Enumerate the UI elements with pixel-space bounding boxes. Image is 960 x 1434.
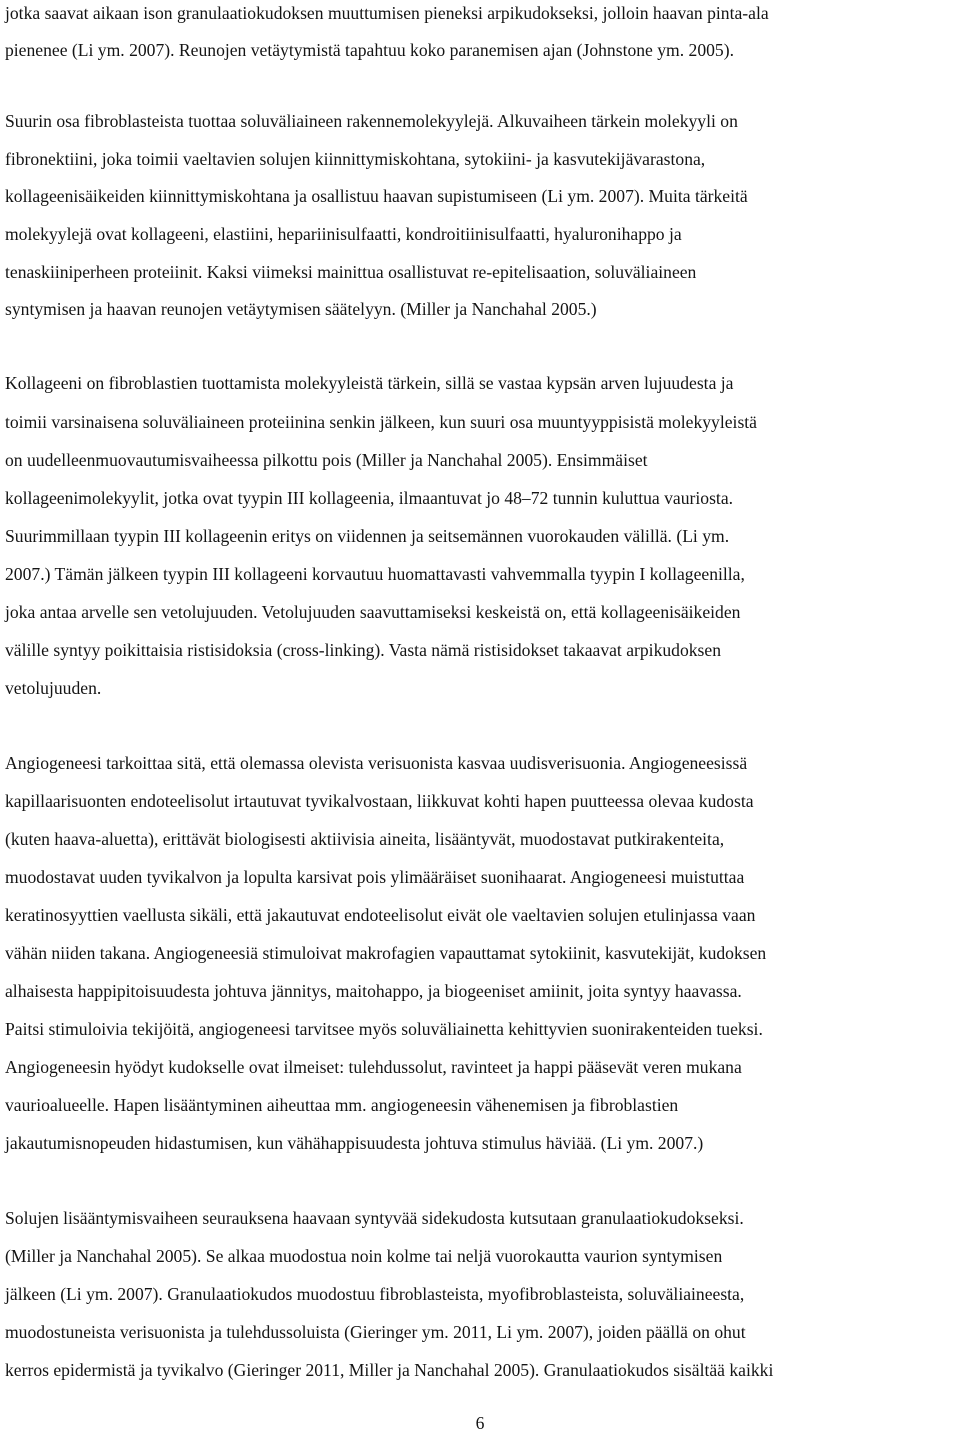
text-line: vaurioalueelle. Hapen lisääntyminen aiheuttaa mm. angiogeneesin vähenemisen ja fibroblastien: [5, 1095, 679, 1115]
text-line: tenaskiiniperheen proteiinit. Kaksi viimeksi mainittua osallistuvat re-epitelisaation, soluväliaineen: [5, 262, 697, 282]
text-line: alhaisesta happipitoisuudesta johtuva jännitys, maitohappo, ja biogeeniset amiinit, joita syntyy haavassa.: [5, 981, 742, 1001]
text-line: jälkeen (Li ym. 2007). Granulaatiokudos muodostuu fibroblasteista, myofibroblasteista, soluväliaineesta,: [5, 1284, 745, 1304]
text-line: (Miller ja Nanchahal 2005). Se alkaa muodostua noin kolme tai neljä vuorokautta vaurion syntymisen: [5, 1246, 723, 1266]
text-line: Angiogeneesi tarkoittaa sitä, että olemassa olevista verisuonista kasvaa uudisverisuonia. Angiogeneesissä: [5, 753, 748, 773]
text-line: vetolujuuden.: [5, 678, 102, 698]
text-line: joka antaa arvelle sen vetolujuuden. Vetolujuuden saavuttamiseksi keskeistä on, että kollageenisäikeiden: [5, 602, 741, 622]
text-line: vähän niiden takana. Angiogeneesiä stimuloivat makrofagien vapauttamat sytokiinit, kasvutekijät, kudoksen: [5, 943, 767, 963]
text-line: kapillaarisuonten endoteelisolut irtautuvat tyvikalvostaan, liikkuvat kohti hapen puutteessa olevaa kudosta: [5, 791, 754, 811]
text-line: molekyylejä ovat kollageeni, elastiini, hepariinisulfaatti, kondroitiinisulfaatti, hyaluronihappo ja: [5, 224, 682, 244]
text-line: jotka saavat aikaan ison granulaatiokudoksen muuttumisen pieneksi arpikudokseksi, jolloin haavan pinta-ala: [5, 3, 769, 23]
page-number: 6: [475, 1413, 485, 1433]
text-line: Angiogeneesin hyödyt kudokselle ovat ilmeiset: tulehdussolut, ravinteet ja happi pääsevät veren mukana: [5, 1057, 742, 1077]
text-line: Kollageeni on fibroblastien tuottamista molekyyleistä tärkein, sillä se vastaa kypsän arven lujuudesta ja: [5, 373, 734, 393]
text-line: Suurimmillaan tyypin III kollageenin eritys on viidennen ja seitsemännen vuorokauden välillä. (Li ym.: [5, 526, 730, 546]
text-line: toimii varsinaisena soluväliaineen proteiinina senkin jälkeen, kun suuri osa muuntyyppisistä molekyyleistä: [5, 412, 757, 432]
text-line: on uudelleenmuovautumisvaiheessa pilkottu pois (Miller ja Nanchahal 2005). Ensimmäiset: [5, 450, 648, 470]
text-line: kollageenisäikeiden kiinnittymiskohtana ja osallistuu haavan supistumiseen (Li ym. 2007). Muita tärkeitä: [5, 186, 748, 206]
text-line: Solujen lisääntymisvaiheen seurauksena haavaan syntyvää sidekudosta kutsutaan granulaatiokudokseksi.: [5, 1208, 744, 1228]
text-line: Paitsi stimuloivia tekijöitä, angiogeneesi tarvitsee myös soluväliainetta kehittyvien suonirakenteiden tueksi.: [5, 1019, 763, 1039]
text-line: pienenee (Li ym. 2007). Reunojen vetäytymistä tapahtuu koko paranemisen ajan (Johnstone ym. 2005).: [5, 40, 734, 60]
text-line: kollageenimolekyylit, jotka ovat tyypin III kollageenia, ilmaantuvat jo 48–72 tunnin kuluttua vauriosta.: [5, 488, 734, 508]
text-line: Suurin osa fibroblasteista tuottaa soluväliaineen rakennemolekyylejä. Alkuvaiheen tärkein molekyyli on: [5, 111, 738, 131]
text-line: muodostuneista verisuonista ja tulehdussoluista (Gieringer ym. 2011, Li ym. 2007), joiden päällä on ohut: [5, 1322, 746, 1342]
text-line: jakautumisnopeuden hidastumisen, kun vähähappisuudesta johtuva stimulus häviää. (Li ym. 2007.): [5, 1133, 704, 1153]
text-line: kerros epidermistä ja tyvikalvo (Gieringer 2011, Miller ja Nanchahal 2005). Granulaatiokudos sisältää kaikki: [5, 1360, 774, 1380]
text-line: keratinosyyttien vaellusta sikäli, että jakautuvat endoteelisolut eivät ole vaeltavien solujen etulinjassa vaan: [5, 905, 756, 925]
text-line: välille syntyy poikittaisia ristisidoksia (cross-linking). Vasta nämä ristisidokset takaavat arpikudoksen: [5, 640, 722, 660]
text-line: 2007.) Tämän jälkeen tyypin III kollageeni korvautuu huomattavasti vahvemmalla tyypin I kollageenilla,: [5, 564, 745, 584]
text-line: (kuten haava-aluetta), erittävät biologisesti aktiivisia aineita, lisääntyvät, muodostavat putkirakenteita,: [5, 829, 725, 849]
text-line: muodostavat uuden tyvikalvon ja lopulta karsivat pois ylimääräiset suonihaarat. Angiogeneesi muistuttaa: [5, 867, 745, 887]
text-line: fibronektiini, joka toimii vaeltavien solujen kiinnittymiskohtana, sytokiini- ja kasvutekijävarastona,: [5, 149, 706, 169]
text-line: syntymisen ja haavan reunojen vetäytymisen säätelyyn. (Miller ja Nanchahal 2005.): [5, 299, 597, 319]
